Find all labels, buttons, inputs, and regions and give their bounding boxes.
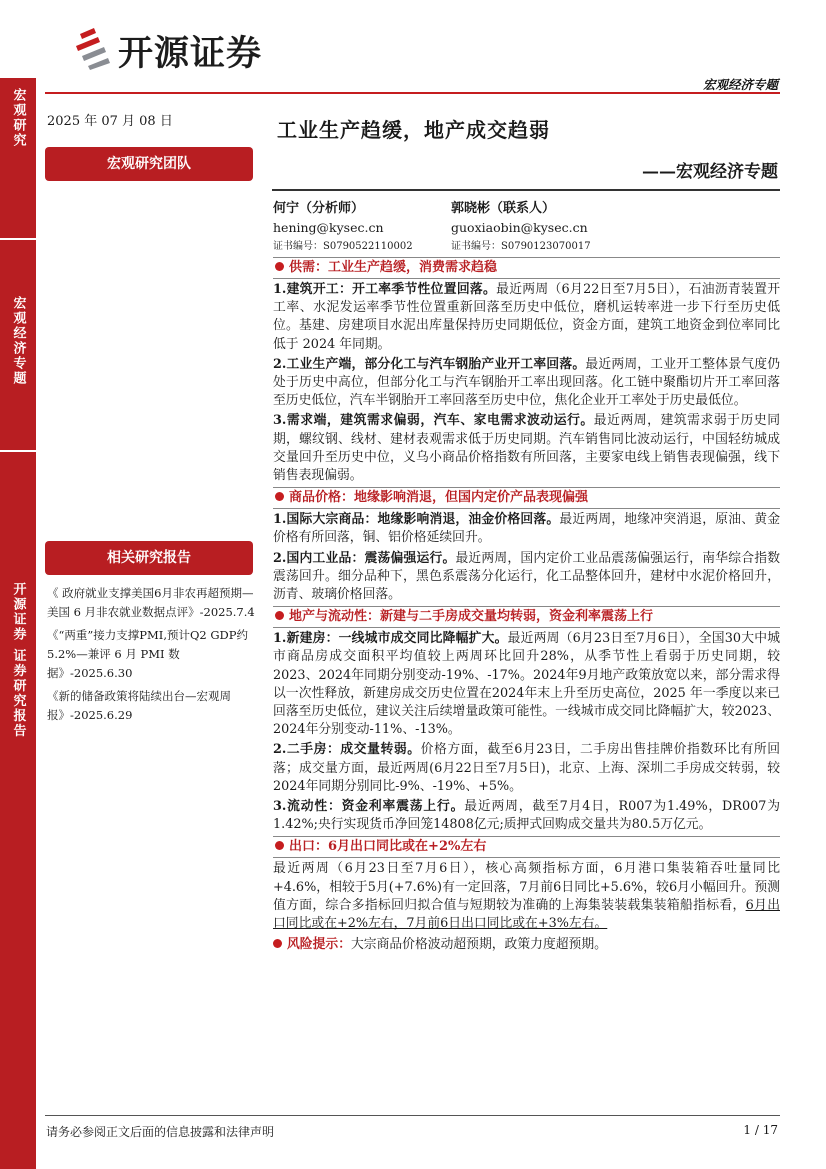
bullet-dot-icon [275,841,284,850]
team-label: 宏观研究团队 [45,147,253,181]
bullet-dot-icon [275,262,284,271]
author-block [273,199,413,256]
side-strip-macro: 宏观研究 [0,78,36,238]
paragraph: 3.流动性：资金利率震荡上行。最近两周，截至7月4日，R007为1.49%，DR007为1.42%;央行实现货币净回笼14808亿元;质押式回购成交量共为80.5万亿元。 [273,799,780,833]
footer-disclaimer: 请务必参阅正文后面的信息披露和法律声明 [46,1125,275,1139]
bullet-dot-icon [275,492,284,501]
summary-body [273,255,780,955]
title-divider [272,189,780,191]
paragraph: 3.需求端，建筑需求偏弱，汽车、家电需求波动运行。最近两周，建筑需求弱于历史同期，螺纹钢、线材、建材表观需求低于历史同期。汽车销售同比波动运行，中国轻纺城成交量回升至历史中位，义乌小商品价格指数有所回落，主要家电线上销售表现偏强，线下销售表现偏弱。 [273,413,781,484]
side-strip-brand: 开源证券 证券研究报告 [0,452,36,1169]
related-reports-list [47,584,255,729]
risk-note: 风险提示：大宗商品价格波动超预期，政策力度超预期。 [273,936,780,954]
author-cert: 证书编号：S0790522110002 [273,241,413,252]
related-report-item[interactable]: 《“两重”接力支撑PMI,预计Q2 GDP约 5.2%—兼评 6 月 PMI 数据》-2025.6.30 [47,628,249,680]
bullet-dot-icon [273,939,282,948]
related-report-item[interactable]: 《新的储备政策将陆续出台—宏观周报》-2025.6.29 [47,689,231,722]
related-report-item[interactable]: 《 政府就业支撑美国6月非农再超预期—美国 6 月非农就业数据点评》-2025.7.4 [47,586,255,619]
author-email[interactable]: hening@kysec.cn [273,220,384,235]
author-email[interactable]: guoxiaobin@kysec.cn [451,220,588,235]
side-strip-topic: 宏观经济专题 [0,240,36,450]
section-heading: 供需：工业生产趋缓，消费需求趋稳 [273,257,780,279]
report-date: 2025 年 07 月 08 日 [47,114,173,129]
author-block [451,199,591,256]
bullet-dot-icon [275,611,284,620]
section-heading: 地产与流动性：新建与二手房成交量均转弱，资金利率震荡上行 [273,606,780,628]
page-title: 工业生产趋缓，地产成交趋弱 [277,118,550,142]
paragraph: 1.新建房：一线城市成交同比降幅扩大。最近两周（6月23日至7月6日），全国30大中城市商品房成交面积平均值较上两周环比回升28%，从季节性上看弱于历史同期，较2023、2024年同期分别变动-19%、-17%。2024年9月地产政策放宽以来，部分需求得以一次性释放，新建房成交历史位置在2024年末上升至历史高位，2025 年一季度以来已回落至历史低位，建议关注后续增量政策可能性。一线城市成交同比降幅扩大，较2023、2024年分别变动-11%、-13%。 [273,631,780,738]
author-name: 何宁（分析师） [273,201,365,216]
page-subtitle: ——宏观经济专题 [642,162,778,182]
footer-divider [45,1115,780,1116]
report-type-tag: 宏观经济专题 [702,77,778,92]
section-heading: 商品价格：地缘影响消退，但国内定价产品表现偏强 [273,487,780,509]
header-divider [45,92,780,94]
company-logo [74,24,324,74]
paragraph: 最近两周（6月23日至7月6日），核心高频指标方面，6月港口集装箱吞吐量同比+4.6%，相较于5月(+7.6%)有一定回落，7月前6日同比+5.6%，较6月小幅回升。预测值方面，综合多指标回归拟合值与短期较为准确的上海集装装载集装箱船指标看，6月出口同比或在+2%左右，7月前6日出口同比或在+3%左右。 [273,861,780,932]
paragraph: 1.国际大宗商品：地缘影响消退，油金价格回落。最近两周，地缘冲突消退，原油、黄金价格有所回落，铜、铝价格延续回升。 [273,512,781,546]
author-name: 郭晓彬（联系人） [451,201,556,216]
logo-text: 开源证券 [118,34,263,74]
page-number: 1 / 17 [743,1123,778,1137]
author-cert: 证书编号：S0790123070017 [451,241,591,252]
paragraph: 2.工业生产端，部分化工与汽车钢胎产业开工率回落。最近两周，工业开工整体景气度仍处于历史中高位，但部分化工与汽车钢胎开工率出现回落。化工链中聚酯切片开工率回落至历史低位，汽车半钢胎开工率回落至历史中位，焦化企业开工率处于历史最低位。 [273,356,781,409]
paragraph: 2.二手房：成交量转弱。价格方面，截至6月23日，二手房出售挂牌价指数环比有所回落；成交量方面，最近两周(6月22日至7月5日)，北京、上海、深圳二手房成交转弱，较2024年同期分别同比-9%、-19%、+5%。 [273,742,780,794]
section-heading: 出口：6月出口同比或在+2%左右 [273,836,780,858]
paragraph: 1.建筑开工：开工率季节性位置回落。最近两周（6月22日至7月5日），石油沥青装置开工率、水泥发运率季节性位置重新回落至历史中低位，磨机运转率进一步下行至历史低位。基建、房建项目水泥出库量保持历史同期低位，资金方面，建筑工地资金到位率同比低于 2024 年同期。 [273,282,781,352]
logo-mark-icon [74,26,114,70]
related-reports-label: 相关研究报告 [45,541,253,575]
paragraph: 2.国内工业品：震荡偏强运行。最近两周，国内定价工业品震荡偏强运行，南华综合指数震荡回升。细分品种下，黑色系震荡分化运行，化工品整体回升，建材中水泥价格回升，沥青、玻璃价格回落。 [273,550,781,603]
